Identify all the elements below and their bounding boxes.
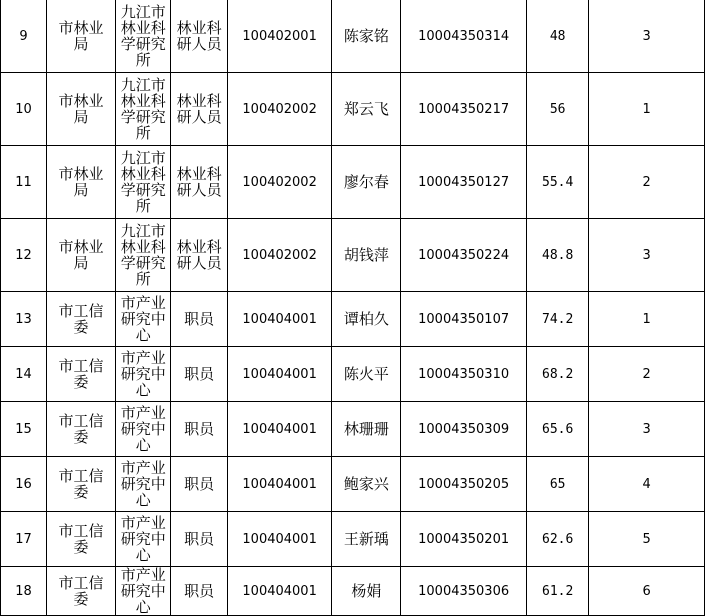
cell-score: 65.6	[526, 402, 588, 457]
cell-name: 胡钱萍	[332, 219, 401, 292]
cell-score: 48	[526, 0, 588, 73]
cell-name: 王新瑀	[332, 512, 401, 567]
cell-rank: 5	[589, 512, 705, 567]
table-row	[1, 347, 705, 402]
cell-no: 17	[1, 512, 47, 567]
cell-dept: 市产业研究中心	[116, 567, 171, 616]
table-row	[1, 0, 705, 73]
cell-post-code: 100404001	[227, 457, 332, 512]
cell-name: 谭柏久	[332, 292, 401, 347]
cell-post-code: 100402002	[227, 146, 332, 219]
cell-ticket: 10004350107	[401, 292, 527, 347]
cell-position: 林业科研人员	[171, 0, 227, 73]
cell-unit: 市林业局	[46, 0, 115, 73]
cell-position: 职员	[171, 292, 227, 347]
cell-score: 48.8	[526, 219, 588, 292]
cell-ticket: 10004350309	[401, 402, 527, 457]
cell-score: 55.4	[526, 146, 588, 219]
cell-post-code: 100404001	[227, 567, 332, 616]
cell-post-code: 100402001	[227, 0, 332, 73]
cell-no: 9	[1, 0, 47, 73]
cell-score: 65	[526, 457, 588, 512]
cell-rank: 3	[589, 219, 705, 292]
table-row	[1, 567, 705, 616]
cell-name: 郑云飞	[332, 73, 401, 146]
table-row	[1, 146, 705, 219]
cell-rank: 2	[589, 146, 705, 219]
cell-score: 62.6	[526, 512, 588, 567]
cell-unit: 市工信委	[46, 457, 115, 512]
cell-position: 职员	[171, 567, 227, 616]
cell-ticket: 10004350201	[401, 512, 527, 567]
table-row	[1, 512, 705, 567]
table-row	[1, 219, 705, 292]
cell-dept: 九江市林业科学研究所	[116, 146, 171, 219]
cell-ticket: 10004350217	[401, 73, 527, 146]
cell-dept: 市产业研究中心	[116, 457, 171, 512]
cell-no: 10	[1, 73, 47, 146]
cell-score: 74.2	[526, 292, 588, 347]
cell-unit: 市林业局	[46, 146, 115, 219]
cell-post-code: 100404001	[227, 402, 332, 457]
cell-post-code: 100402002	[227, 73, 332, 146]
cell-score: 56	[526, 73, 588, 146]
cell-unit: 市工信委	[46, 402, 115, 457]
cell-position: 林业科研人员	[171, 219, 227, 292]
cell-dept: 市产业研究中心	[116, 402, 171, 457]
table-row	[1, 402, 705, 457]
cell-no: 15	[1, 402, 47, 457]
cell-name: 廖尔春	[332, 146, 401, 219]
table-row	[1, 292, 705, 347]
cell-position: 职员	[171, 402, 227, 457]
cell-dept: 市产业研究中心	[116, 292, 171, 347]
cell-dept: 九江市林业科学研究所	[116, 73, 171, 146]
cell-rank: 3	[589, 0, 705, 73]
cell-ticket: 10004350224	[401, 219, 527, 292]
cell-dept: 市产业研究中心	[116, 347, 171, 402]
cell-unit: 市林业局	[46, 219, 115, 292]
cell-position: 职员	[171, 512, 227, 567]
cell-no: 16	[1, 457, 47, 512]
cell-ticket: 10004350310	[401, 347, 527, 402]
cell-name: 鲍家兴	[332, 457, 401, 512]
cell-rank: 2	[589, 347, 705, 402]
cell-position: 林业科研人员	[171, 73, 227, 146]
cell-dept: 九江市林业科学研究所	[116, 219, 171, 292]
cell-name: 林珊珊	[332, 402, 401, 457]
cell-rank: 3	[589, 402, 705, 457]
cell-ticket: 10004350306	[401, 567, 527, 616]
cell-unit: 市工信委	[46, 347, 115, 402]
table-row	[1, 73, 705, 146]
cell-dept: 九江市林业科学研究所	[116, 0, 171, 73]
cell-post-code: 100402002	[227, 219, 332, 292]
cell-score: 68.2	[526, 347, 588, 402]
cell-unit: 市工信委	[46, 567, 115, 616]
cell-dept: 市产业研究中心	[116, 512, 171, 567]
cell-post-code: 100404001	[227, 292, 332, 347]
cell-position: 职员	[171, 457, 227, 512]
cell-score: 61.2	[526, 567, 588, 616]
cell-ticket: 10004350314	[401, 0, 527, 73]
cell-no: 12	[1, 219, 47, 292]
cell-ticket: 10004350127	[401, 146, 527, 219]
table-row	[1, 457, 705, 512]
cell-name: 杨娟	[332, 567, 401, 616]
cell-name: 陈家铭	[332, 0, 401, 73]
cell-post-code: 100404001	[227, 512, 332, 567]
cell-position: 林业科研人员	[171, 146, 227, 219]
cell-position: 职员	[171, 347, 227, 402]
cell-no: 13	[1, 292, 47, 347]
cell-unit: 市工信委	[46, 512, 115, 567]
cell-post-code: 100404001	[227, 347, 332, 402]
cell-unit: 市林业局	[46, 73, 115, 146]
cell-no: 11	[1, 146, 47, 219]
cell-ticket: 10004350205	[401, 457, 527, 512]
cell-rank: 6	[589, 567, 705, 616]
cell-no: 18	[1, 567, 47, 616]
cell-no: 14	[1, 347, 47, 402]
cell-unit: 市工信委	[46, 292, 115, 347]
cell-rank: 1	[589, 292, 705, 347]
cell-name: 陈火平	[332, 347, 401, 402]
cell-rank: 4	[589, 457, 705, 512]
cell-rank: 1	[589, 73, 705, 146]
